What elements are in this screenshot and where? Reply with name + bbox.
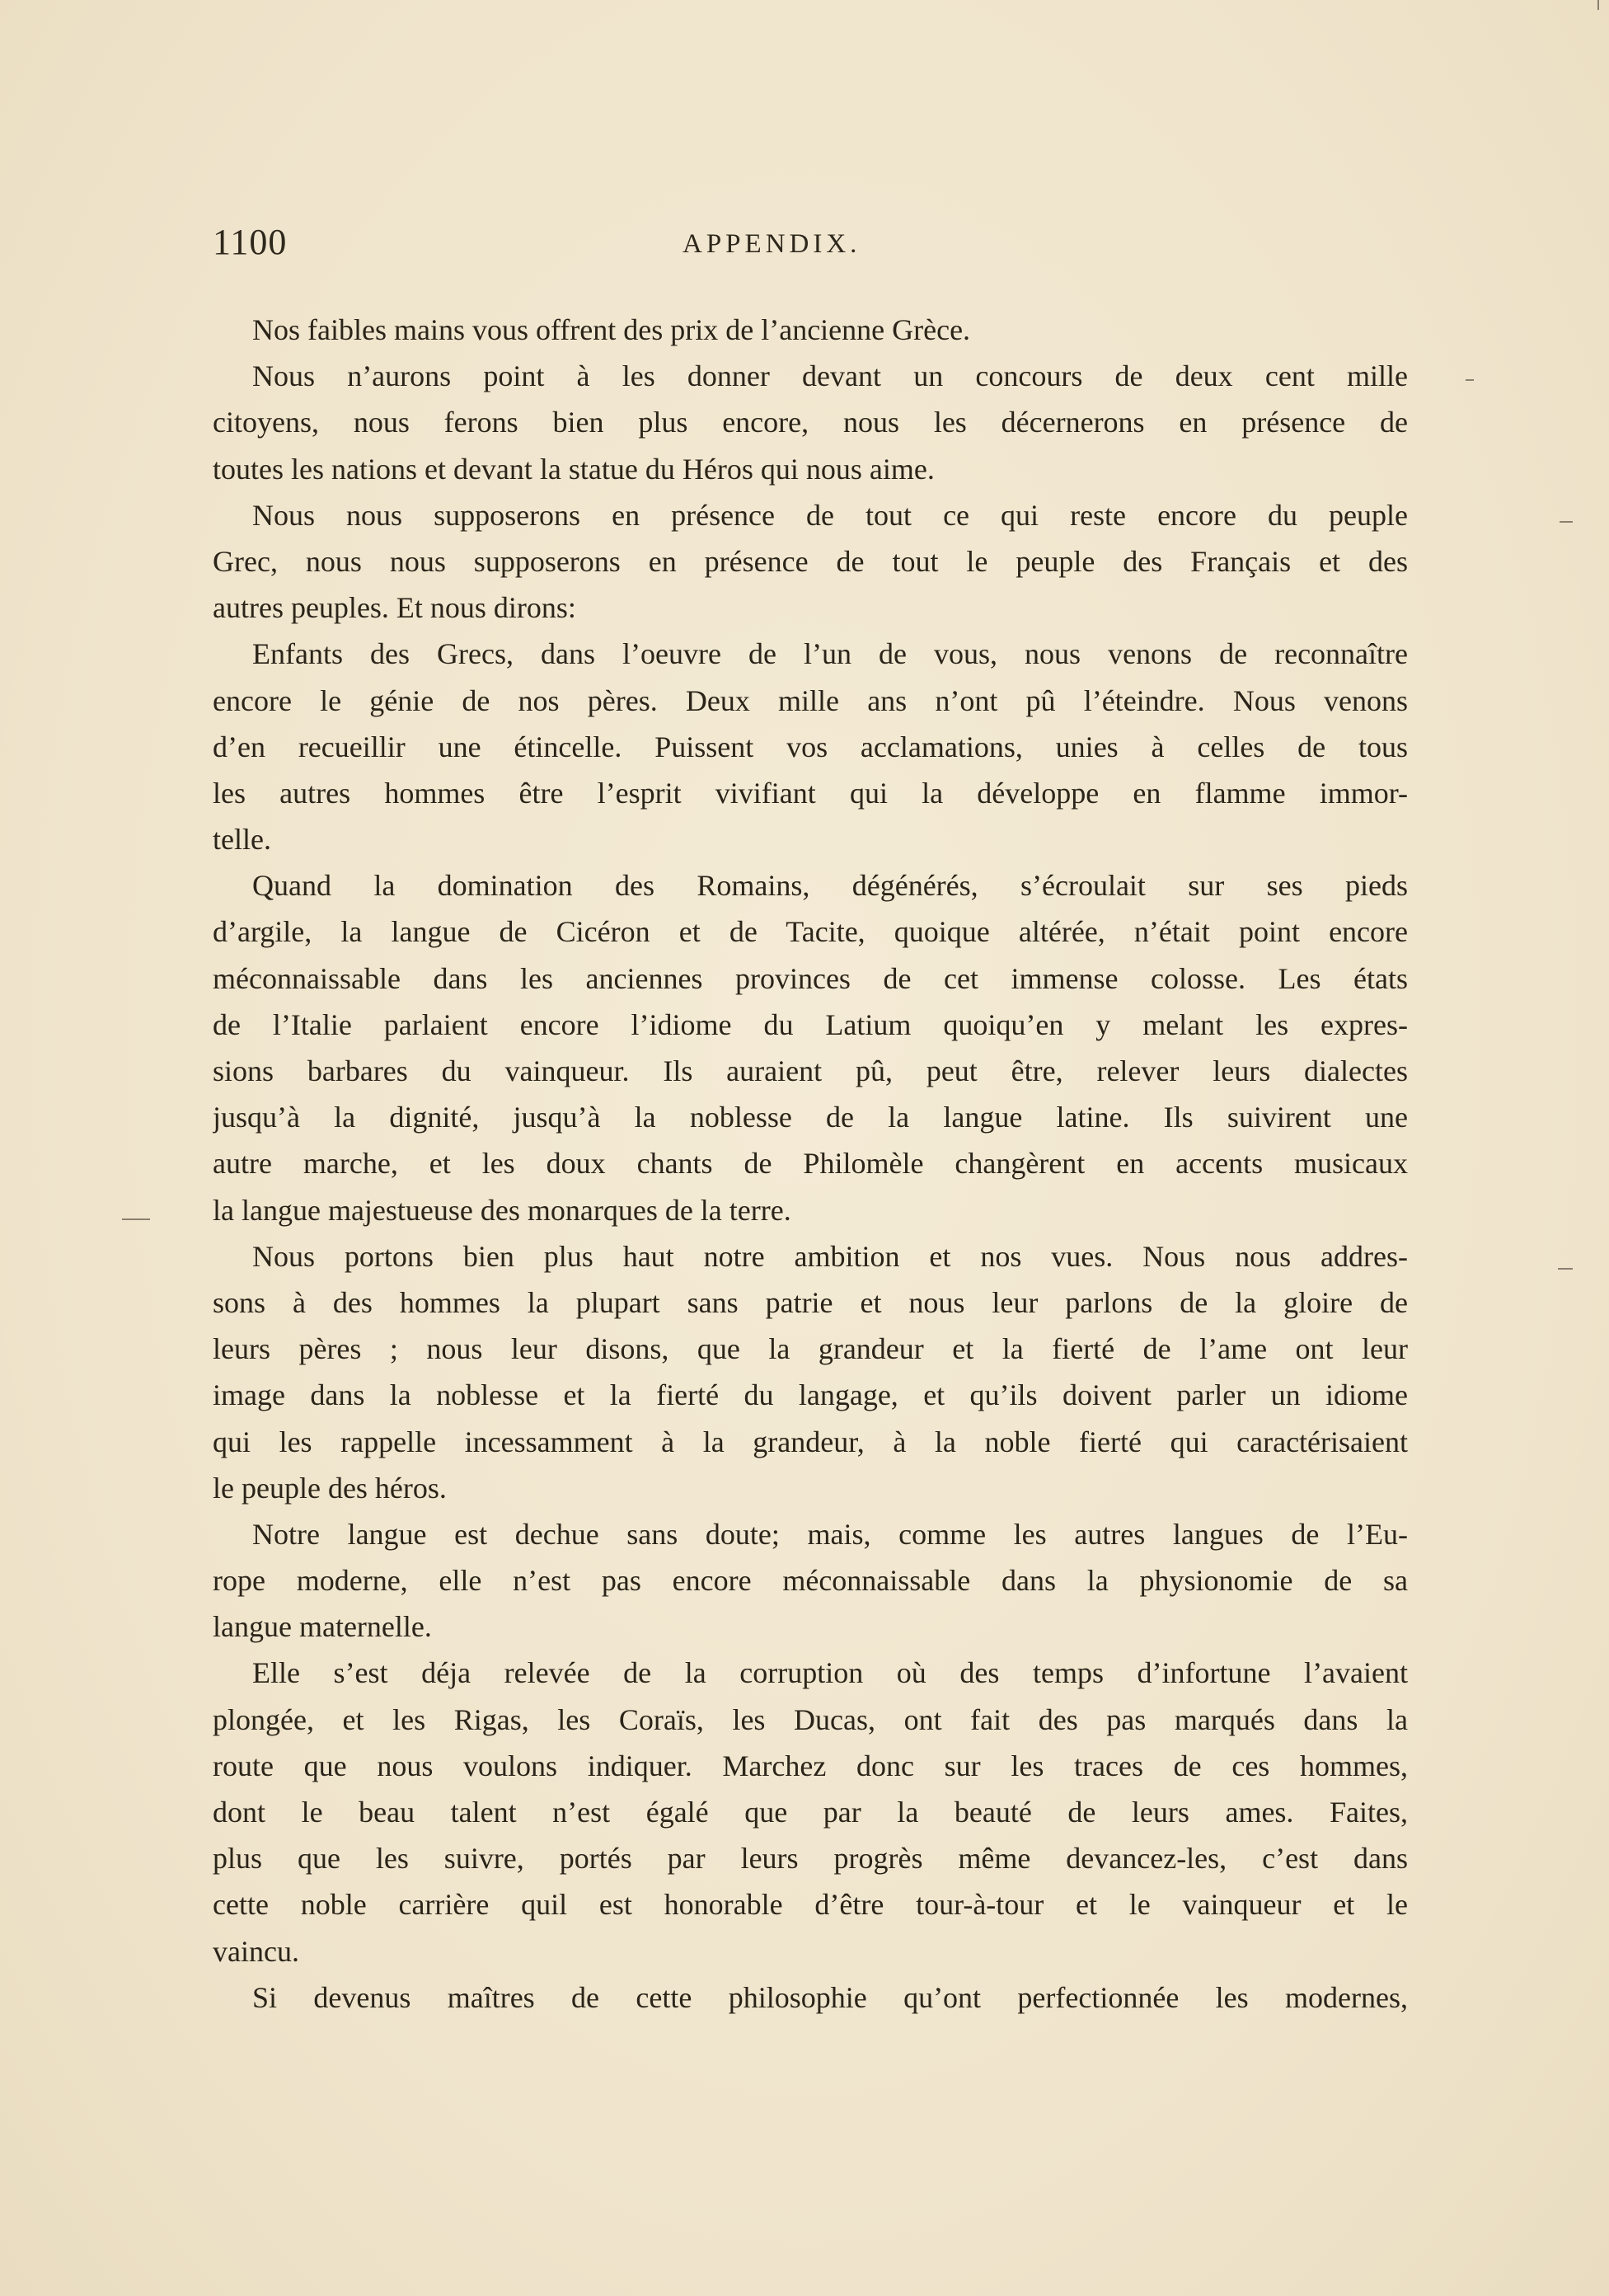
text-line: Quand la domination des Romains, dégénérés, s’écroulait sur ses pieds — [252, 869, 1408, 903]
text-line: Elle s’est déja relevée de la corruption où des temps d’infortune l’avaient — [252, 1656, 1408, 1690]
margin-tick — [122, 1218, 150, 1220]
text-line: Si devenus maîtres de cette philosophie qu’ont perfectionnée les modernes, — [252, 1980, 1408, 2014]
text-line: leurs pères ; nous leur disons, que la grandeur et la fierté de l’ame ont leur — [213, 1332, 1408, 1366]
text-line: toutes les nations et devant la statue du Héros qui nous aime. — [213, 452, 935, 486]
text-line: autre marche, et les doux chants de Philomèle changèrent en accents musicaux — [213, 1147, 1408, 1181]
body-text — [213, 307, 1408, 2021]
margin-tick — [1597, 0, 1599, 10]
text-line: les autres hommes être l’esprit vivifiant qui la développe en flamme immor- — [213, 776, 1408, 810]
text-line: Nous portons bien plus haut notre ambition et nos vues. Nous nous addres- — [252, 1239, 1408, 1273]
text-line: telle. — [213, 823, 271, 857]
text-line: méconnaissable dans les anciennes provinces de cet immense colosse. Les états — [213, 961, 1408, 995]
text-line: Nous nous supposerons en présence de tout ce qui reste encore du peuple — [252, 498, 1408, 532]
text-line: cette noble carrière quil est honorable d’être tour-à-tour et le vainqueur et le — [213, 1888, 1408, 1922]
text-line: Notre langue est dechue sans doute; mais, comme les autres langues de l’Eu- — [252, 1517, 1408, 1551]
text-line: langue maternelle. — [213, 1610, 432, 1644]
running-head: APPENDIX. — [683, 229, 861, 259]
text-line: Nos faibles mains vous offrent des prix de l’ancienne Grèce. — [252, 313, 971, 346]
text-line: le peuple des héros. — [213, 1471, 447, 1505]
margin-tick — [1560, 521, 1573, 523]
margin-tick — [1558, 1268, 1573, 1270]
text-line: d’argile, la langue de Cicéron et de Tacite, quoique altérée, n’était point encore — [213, 915, 1408, 949]
text-line: citoyens, nous ferons bien plus encore, nous les décernerons en présence de — [213, 406, 1408, 439]
text-line: sions barbares du vainqueur. Ils auraient pû, peut être, relever leurs dialectes — [213, 1054, 1408, 1087]
margin-tick — [1466, 379, 1474, 381]
text-line: route que nous voulons indiquer. Marchez donc sur les traces de ces hommes, — [213, 1749, 1408, 1782]
text-line: jusqu’à la dignité, jusqu’à la noblesse de la langue latine. Ils suivirent une — [213, 1101, 1408, 1134]
text-line: autres peuples. Et nous dirons: — [213, 591, 576, 625]
text-line: dont le beau talent n’est égalé que par la beauté de leurs ames. Faites, — [213, 1796, 1408, 1829]
text-line: plus que les suivre, portés par leurs progrès même devancez-les, c’est dans — [213, 1842, 1408, 1876]
text-line: de l’Italie parlaient encore l’idiome du Latium quoiqu’en y melant les expres- — [213, 1007, 1408, 1041]
text-line: Nous n’aurons point à les donner devant un concours de deux cent mille — [252, 359, 1408, 393]
text-line: image dans la noblesse et la fierté du langage, et qu’ils doivent parler un idiome — [213, 1378, 1408, 1412]
text-line: plongée, et les Rigas, les Coraïs, les Ducas, ont fait des pas marqués dans la — [213, 1702, 1408, 1736]
text-line: sons à des hommes la plupart sans patrie et nous leur parlons de la gloire de — [213, 1285, 1408, 1319]
text-line: la langue majestueuse des monarques de la terre. — [213, 1193, 791, 1227]
text-line: encore le génie de nos pères. Deux mille ans n’ont pû l’éteindre. Nous venons — [213, 683, 1408, 717]
page-number: 1100 — [213, 222, 288, 262]
text-line: Enfants des Grecs, dans l’oeuvre de l’un de vous, nous venons de reconnaître — [252, 637, 1408, 671]
text-line: d’en recueillir une étincelle. Puissent vos acclamations, unies à celles de tous — [213, 730, 1408, 763]
page-header — [213, 221, 1408, 270]
text-line: rope moderne, elle n’est pas encore méconnaissable dans la physionomie de sa — [213, 1564, 1408, 1598]
text-line: qui les rappelle incessamment à la grandeur, à la noble fierté qui caractérisaient — [213, 1425, 1408, 1458]
text-line: Grec, nous nous supposerons en présence de tout le peuple des Français et des — [213, 544, 1408, 578]
text-line: vaincu. — [213, 1934, 299, 1968]
